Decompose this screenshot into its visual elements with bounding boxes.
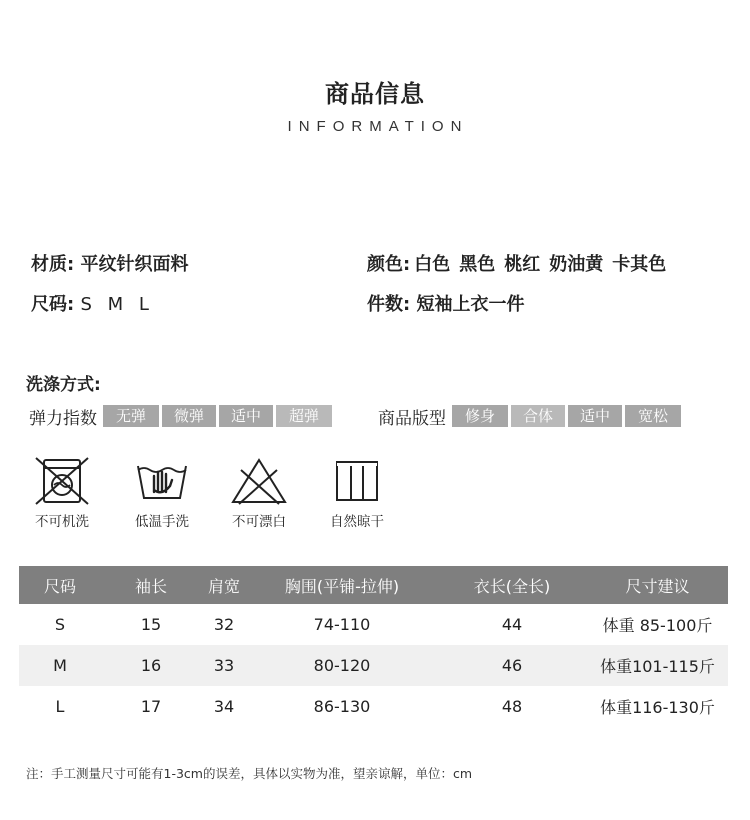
size-label: 尺码: — [31, 294, 75, 315]
page-title: 商品信息 — [325, 80, 425, 108]
table-cell: L — [55, 697, 65, 716]
table-cell: 体重 85-100斤 — [602, 616, 713, 635]
elasticity-label: 弹力指数 — [29, 408, 97, 429]
header-cell: 尺寸建议 — [625, 576, 690, 596]
table-cell: 44 — [501, 615, 523, 634]
no-machine-wash-icon — [32, 456, 92, 506]
color-option: 白色 — [414, 254, 451, 275]
material-label: 材质: — [31, 254, 75, 275]
fit-chip: 修身 — [452, 405, 508, 427]
material-value: 平纹针织面料 — [80, 254, 189, 275]
color-option: 桃红 — [504, 254, 541, 275]
table-cell: 体重116-130斤 — [600, 698, 715, 717]
page-subtitle: INFORMATION — [287, 118, 469, 135]
table-cell: 86-130 — [313, 697, 371, 716]
table-row — [19, 645, 728, 686]
table-cell: 80-120 — [313, 656, 371, 675]
pieces-label: 件数: — [367, 294, 411, 315]
table-cell: 17 — [140, 697, 162, 716]
elasticity-chip: 适中 — [219, 405, 273, 427]
table-cell: 16 — [140, 656, 162, 675]
header-cell: 衣长(全长) — [473, 576, 551, 596]
table-cell: 74-110 — [313, 615, 371, 634]
care-item-no-bleach — [214, 456, 304, 530]
table-cell: 32 — [213, 615, 235, 634]
color-option: 卡其色 — [612, 254, 667, 275]
care-label: 不可机洗 — [35, 514, 89, 530]
color-option: 黑色 — [459, 254, 496, 275]
hand-wash-icon — [132, 456, 192, 506]
care-label: 低温手洗 — [135, 514, 189, 530]
elasticity-chip: 微弹 — [162, 405, 216, 427]
care-item-line-dry — [312, 456, 402, 530]
size-value: S M L — [80, 294, 154, 315]
table-cell: 34 — [213, 697, 235, 716]
table-cell: 体重101-115斤 — [600, 657, 715, 676]
wash-title: 洗涤方式: — [26, 375, 101, 395]
material-row — [31, 250, 188, 276]
pieces-value: 短袖上衣一件 — [416, 294, 525, 315]
size-table — [19, 566, 728, 727]
care-item-hand-wash — [117, 456, 207, 530]
no-bleach-icon — [229, 456, 289, 506]
table-cell: M — [53, 656, 67, 675]
table-cell: S — [54, 615, 66, 634]
elasticity-chip-selected: 超弹 — [276, 405, 332, 427]
care-label: 自然晾干 — [330, 514, 384, 530]
table-cell: 15 — [140, 615, 162, 634]
measurement-note: 注：手工测量尺寸可能有1-3cm的误差，具体以实物为准，望亲谅解，单位：cm — [26, 766, 473, 781]
table-row — [19, 604, 728, 645]
color-option: 奶油黄 — [549, 254, 604, 275]
header-cell: 肩宽 — [207, 576, 240, 596]
fit-chip: 宽松 — [625, 405, 681, 427]
elasticity-chip: 无弹 — [103, 405, 159, 427]
care-item-no-machine-wash — [17, 456, 107, 530]
fit-label: 商品版型 — [378, 408, 446, 429]
color-row — [367, 250, 675, 276]
care-label: 不可漂白 — [232, 514, 286, 530]
pieces-row — [367, 290, 524, 316]
header-cell: 尺码 — [43, 576, 76, 596]
line-dry-icon — [327, 456, 387, 506]
header-cell: 胸围(平铺-拉伸) — [284, 576, 400, 596]
fit-chip-selected: 合体 — [511, 405, 565, 427]
table-header — [19, 566, 728, 604]
fit-scale — [378, 404, 684, 428]
table-cell: 46 — [501, 656, 523, 675]
fit-chip: 适中 — [568, 405, 622, 427]
table-cell: 48 — [501, 697, 523, 716]
table-row — [19, 686, 728, 727]
size-row — [31, 290, 154, 316]
table-cell: 33 — [213, 656, 235, 675]
color-label: 颜色: — [367, 254, 411, 275]
header-cell: 袖长 — [134, 576, 167, 596]
elasticity-scale — [29, 404, 335, 428]
